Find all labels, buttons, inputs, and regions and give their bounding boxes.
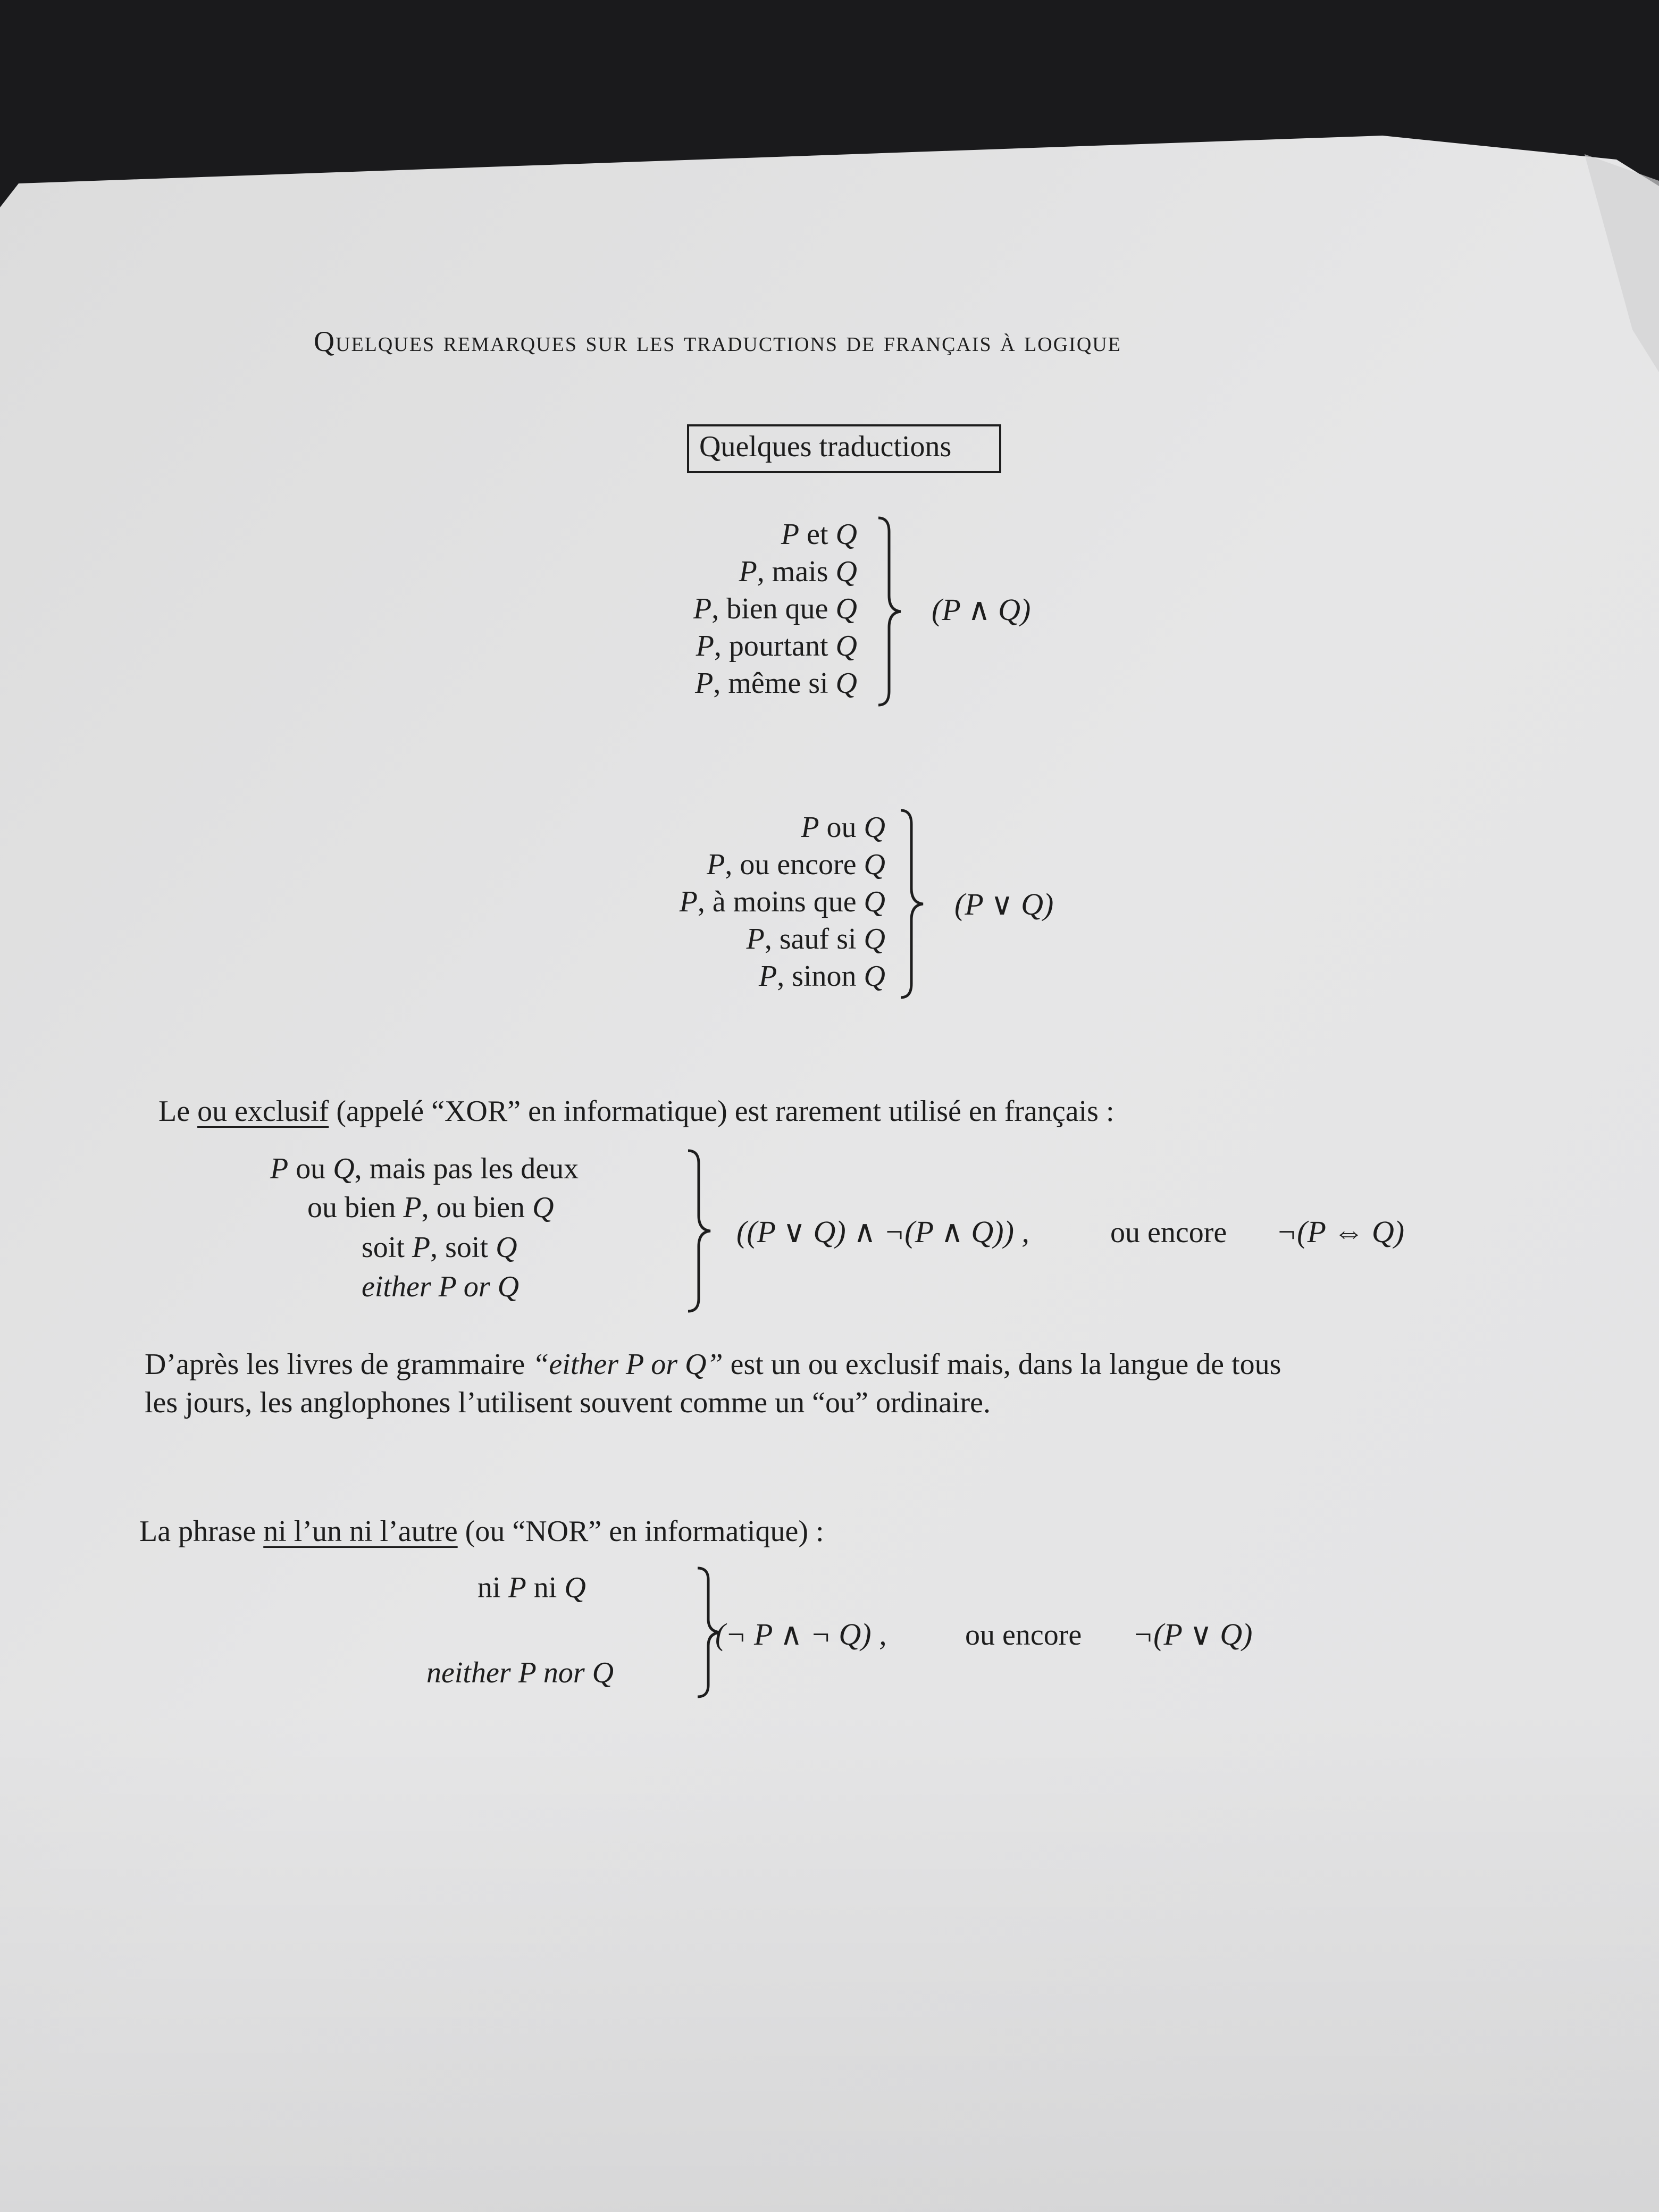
nor-ou-encore: ou encore [965,1619,1082,1652]
xor-ou-encore: ou encore [1110,1216,1227,1249]
or-phrase-1: P ou Q [801,811,885,844]
nor-intro: La phrase ni l’un ni l’autre (ou “NOR” en informatique) : [139,1515,824,1548]
or-formula: (P ∨ Q) [954,887,1054,921]
xor-line-3: soit P, soit Q [362,1231,517,1264]
and-phrase-3: P, bien que Q [693,592,857,625]
or-phrase-5: P, sinon Q [758,960,885,993]
or-phrase-4: P, sauf si Q [746,923,885,956]
or-phrase-3: P, à moins que Q [679,885,885,918]
heading-label: Quelques traductions [699,430,952,463]
nor-formula: (¬ P ∧ ¬ Q) , [715,1617,887,1652]
or-brace [899,808,931,1000]
xor-line-1: P ou Q, mais pas les deux [270,1152,579,1185]
xor-line-2: ou bien P, ou bien Q [307,1191,554,1224]
xor-intro: Le ou exclusif (appelé “XOR” en informatique) est rarement utilisé en français : [158,1095,1115,1128]
xor-brace [686,1149,718,1313]
and-phrase-5: P, même si Q [695,667,857,700]
and-phrase-1: P et Q [781,518,857,551]
xor-formula: ((P ∨ Q) ∧ ¬(P ∧ Q)) , [736,1214,1029,1249]
or-phrase-2: P, ou encore Q [707,848,885,881]
and-brace [876,516,908,707]
xor-formula-alt: ¬(P ⇔ Q) [1276,1214,1405,1249]
page-title: Quelques remarques sur les traductions de français à logique [314,325,1121,357]
xor-term: ou exclusif [197,1095,329,1128]
nor-line-1: ni P ni Q [477,1571,586,1604]
xor-line-4: either P or Q [362,1270,520,1303]
and-formula: (P ∧ Q) [932,592,1031,627]
paper-shadow [0,1702,1659,2212]
nor-formula-alt: ¬(P ∨ Q) [1133,1617,1253,1652]
nor-term: ni l’un ni l’autre [263,1515,458,1548]
note-line-2: les jours, les anglophones l’utilisent souvent comme un “ou” ordinaire. [145,1386,991,1419]
and-phrase-4: P, pourtant Q [696,630,857,663]
note-line-1: D’après les livres de grammaire “either P or Q” est un ou exclusif mais, dans la langue de tous [145,1348,1281,1381]
and-phrase-2: P, mais Q [739,555,857,588]
nor-line-2: neither P nor Q [426,1656,614,1689]
